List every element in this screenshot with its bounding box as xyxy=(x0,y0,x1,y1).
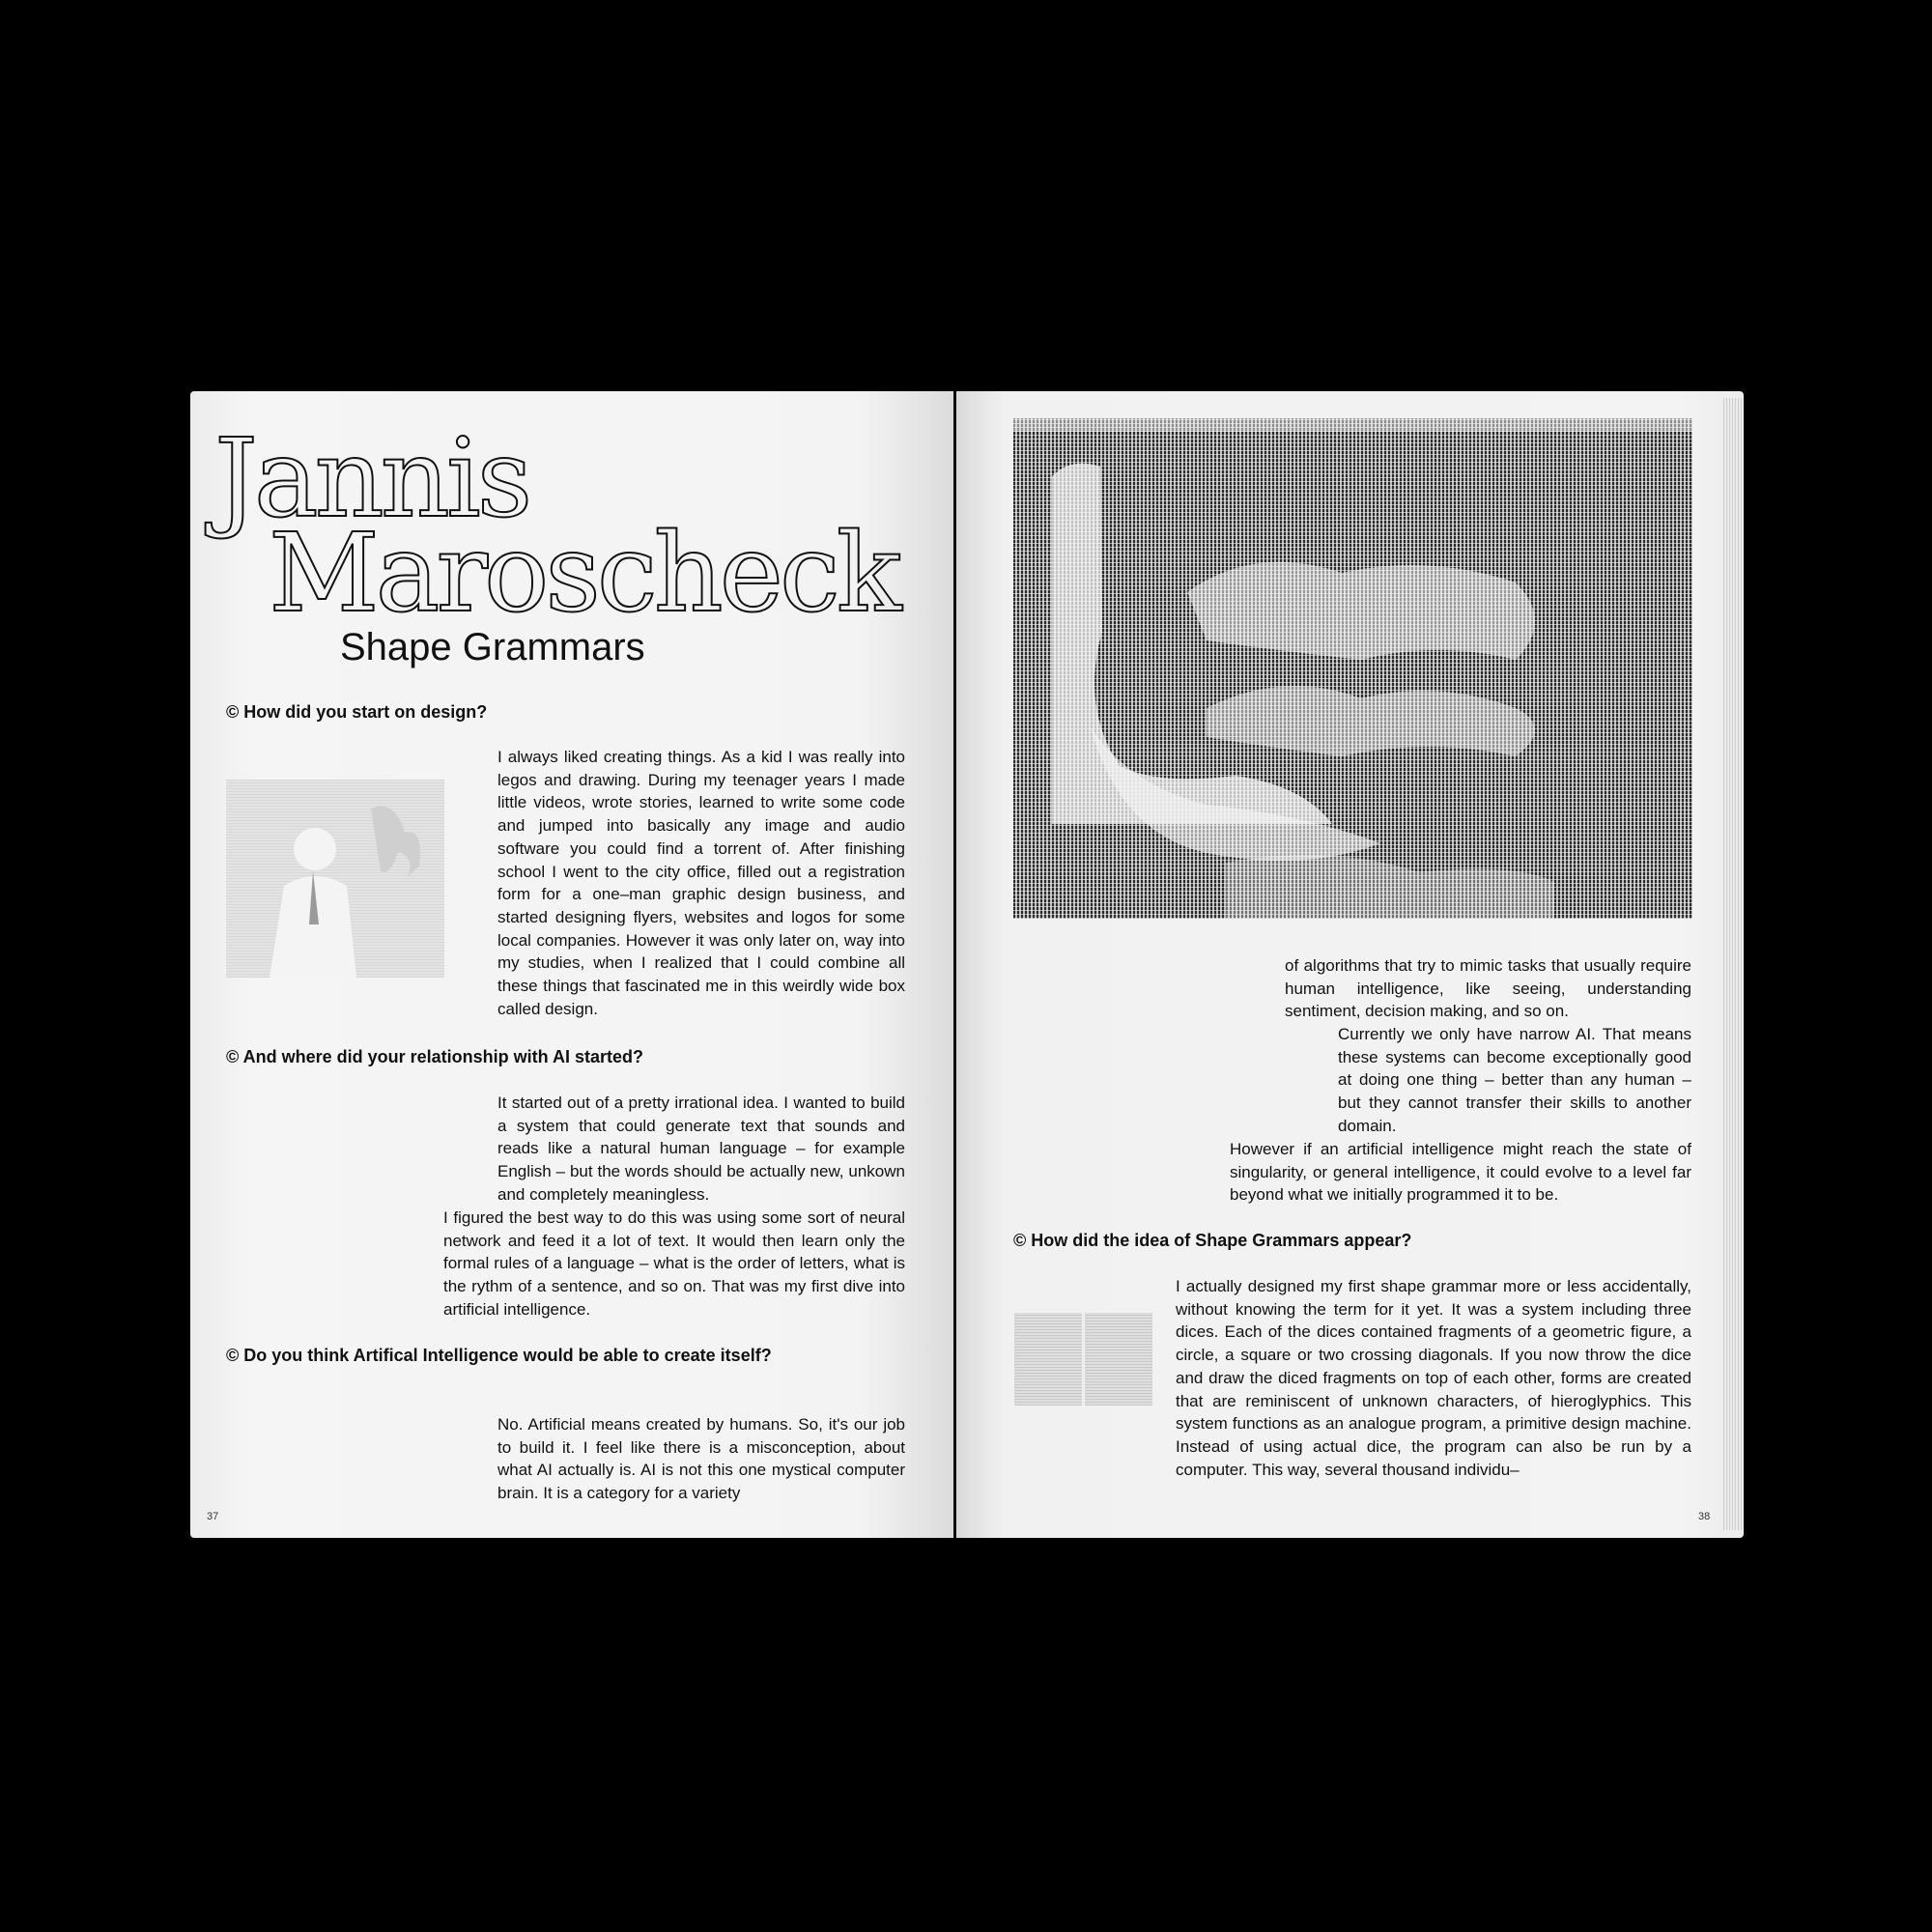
answer-3-text: No. Artificial means created by humans. So, it's our job to build it. I feel like there is a misconception, about what AI actually is. AI is not this one mystical computer brain. It is a category for a variety xyxy=(497,1415,905,1503)
answer-3-cont-part-1 xyxy=(1285,954,1691,1023)
article-subtitle: Shape Grammars xyxy=(340,626,645,668)
page-number-right: 38 xyxy=(1698,1511,1711,1522)
answer-2-p2: I figured the best way to do this was using some sort of neural network and feed it a lot of text. It would then learn only the formal rules of a language – what is the order of letters, what is the rythm of a sentence, and so on. That was my first dive into artificial intelligence. xyxy=(443,1208,905,1319)
portrait-figure-image xyxy=(226,780,444,978)
answer-2-part-1 xyxy=(497,1092,905,1207)
question-1: © How did you start on design? xyxy=(226,702,488,722)
answer-1-intro xyxy=(497,746,905,1020)
answer-3-cont-part-2 xyxy=(1338,1023,1691,1138)
question-4: © How did the idea of Shape Grammars appear? xyxy=(1013,1231,1412,1250)
page-stack-edge xyxy=(1723,398,1743,1530)
answer-4 xyxy=(1176,1275,1691,1481)
answer-3-part-1 xyxy=(497,1413,905,1505)
answer-3-cont-p1: of algorithms that try to mimic tasks that usually require human intelligence, like seeing, understanding sentiment, decision making, and so on. xyxy=(1285,956,1691,1021)
ascii-art-figure xyxy=(1013,418,1692,919)
answer-3-cont-p2: Currently we only have narrow AI. That means these systems can become exceptionally good at doing one thing – better than any human – but they cannot transfer their skills to another domain. xyxy=(1338,1025,1691,1135)
answer-3-cont-part-3 xyxy=(1230,1138,1691,1207)
dice-system-image xyxy=(1014,1313,1152,1406)
portrait-photo xyxy=(226,780,444,978)
answer-2-part-2 xyxy=(443,1207,905,1321)
answer-1-text: I always liked creating things. As a kid I was really into legos and drawing. During my teenager years I made little videos, wrote stories, learned to write some code and jumped into basically any image and audio software you could find a torrent of. After finishing school I went to the city office, filled out a registration form for a one–man graphic design business, and started designing flyers, websites and logos for some local companies. However it was only later on, way into my studies, when I realized that I could combine all these things that fascinated me in this weirdly wide box called design. xyxy=(497,748,905,1018)
question-3: © Do you think Artifical Intelligence would be able to create itself? xyxy=(226,1346,772,1365)
answer-3-cont-p3: However if an artificial intelligence might reach the state of singularity, or general intelligence, it could evolve to a level far beyond what we initially programmed it to be. xyxy=(1230,1140,1691,1205)
answer-4-text: I actually designed my first shape grammar more or less accidentally, without knowing the term for it yet. It was a system including three dices. Each of the dices contained fragments of a geometric figure, a circle, a square or two crossing diagonals. If you now throw the dice and draw the diced fragments on top of each other, forms are created that are reminiscent of unknown characters, of hieroglyphics. This system functions as an analogue program, a primitive design machine. Instead of using actual dice, the program can also be run by a computer. This way, several thousand individu– xyxy=(1176,1277,1691,1479)
page-number-left: 37 xyxy=(207,1511,219,1522)
title-first-name: Jannis xyxy=(214,416,529,542)
ascii-art-portrait xyxy=(1013,418,1692,919)
question-2: © And where did your relationship with AI started? xyxy=(226,1047,643,1066)
title-last-name: Maroscheck xyxy=(269,511,898,637)
answer-2-p1: It started out of a pretty irrational idea. I wanted to build a system that could generate text that sounds and reads like a natural human language – for example English – but the words should be actually new, unkown and completely meaningless. xyxy=(497,1094,905,1204)
